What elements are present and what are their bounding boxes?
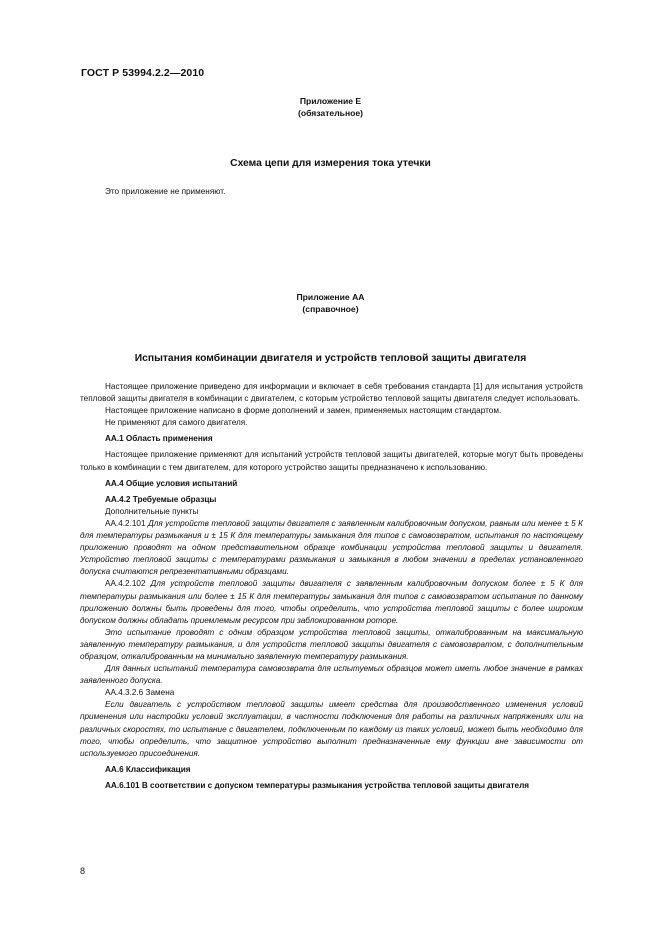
clause-aa42101 xyxy=(80,518,583,578)
section-aa1-heading: АА.1 Область применения xyxy=(105,434,213,444)
appendix-e-status: (обязательное) xyxy=(297,108,364,118)
appendix-aa-body xyxy=(80,381,583,792)
section-aa42-heading: АА.4.2 Требуемые образцы xyxy=(105,494,217,504)
intro-paragraph-3: Не применяют для самого двигателя. xyxy=(105,418,248,428)
appendix-e-text-block xyxy=(80,186,583,198)
appendix-aa-title: Испытания комбинации двигателя и устройств тепловой защиты двигателя xyxy=(134,353,527,364)
appendix-aa-status: (справочное) xyxy=(302,304,359,314)
page-number: 8 xyxy=(80,866,86,876)
clause-aa42101-text: Для устройств тепловой защиты двигателя с заявленным калибровочным допуском, равным или менее ± 5 К для температуры размыкания и ± 15 К для температуры замыкания для типов с самовозвратом, испытания по настоящему приложению проводят на одном представительном образце комбинации устройства тепловой защиты и двигателя. Устройство тепловой защиты с температурами размыкания и замыкания в любом значении в пределах установленного допуска считаются репрезентативными образцами. xyxy=(80,518,583,577)
clause-aa42101-number: АА.4.2.101 xyxy=(105,518,146,528)
intro-paragraph-1: Настоящее приложение приведено для информации и включает в себя требования стандарта [1] для испытания устройств тепловой защиты двигателя в комбинации с двигателем, с которым устройство тепловой защиты двигателя следует использовать. xyxy=(80,382,583,404)
clause-aa42102-text: Для устройств тепловой защиты двигателя с заявленным калибровочным допуском более ± 5 К для температуры размыкания или более ± 15 К для температуры замыкания для типов с самовозвратом испытания по данному приложению должны быть проведены для того, чтобы определить, что устройства тепловой защиты с более широким допуском должны обладать приемлемым ресурсом при заблокированном роторе. xyxy=(80,579,584,625)
appendix-e-title: Схема цепи для измерения тока утечки xyxy=(230,158,431,169)
clause-aa42102 xyxy=(80,578,583,626)
clause-aa42102-number: АА.4.2.102 xyxy=(105,579,146,589)
appendix-e-text: Это приложение не применяют. xyxy=(105,187,226,196)
section-aa4-heading: АА.4 Общие условия испытаний xyxy=(105,478,238,488)
appendix-aa-label: Приложение АА xyxy=(296,292,365,302)
extra-items-label: Дополнительные пункты xyxy=(105,506,199,516)
intro-paragraph-2: Настоящее приложение написано в форме дополнений и замен, применяемых настоящим стандартом. xyxy=(105,406,502,416)
section-aa6-heading: АА.6 Классификация xyxy=(105,764,191,774)
reset-temperature-paragraph: Для данных испытаний температура самовозврата для испытуемых образцов может иметь любое значение в рамках заявленного допуска. xyxy=(80,664,583,686)
document-id-header: ГОСТ Р 53994.2.2—2010 xyxy=(81,67,205,79)
replacement-paragraph: Если двигатель с устройством тепловой защиты имеет средства для производственного изменения условий применения или настройки условий эксплуатации, в частности подключения для работы на различных напряжениях или на различных скоростях, то испытание с двигателем, подключенным по каждому из таких условий, может быть необходимо для того, чтобы определить, что защитное устройство выполнит предназначенные ему функции вне зависимости от используемого присоединения. xyxy=(80,700,583,758)
one-sample-paragraph: Это испытание проводят с одним образцом устройства тепловой защиты, откалиброванным на максимальную заявленную температуру размыкания, и для устройств тепловой защиты двигателя с самовозвратом, с дополнительным образцом, откалиброванным на минимально заявленную температуру размыкания. xyxy=(80,627,583,661)
clause-aa6101: АА.6.101 В соответствии с допуском температуры размыкания устройства тепловой защиты двигателя xyxy=(105,780,530,790)
section-aa1-text: Настоящее приложение применяют для испытаний устройств тепловой защиты двигателей, которые могут быть проведены только в комбинации с тем двигателем, для которого устройство защиты предназначено к использованию. xyxy=(80,450,583,472)
clause-aa4326-heading: АА.4.3.2.6 Замена xyxy=(105,688,175,698)
appendix-e-label: Приложение Е xyxy=(299,96,362,106)
